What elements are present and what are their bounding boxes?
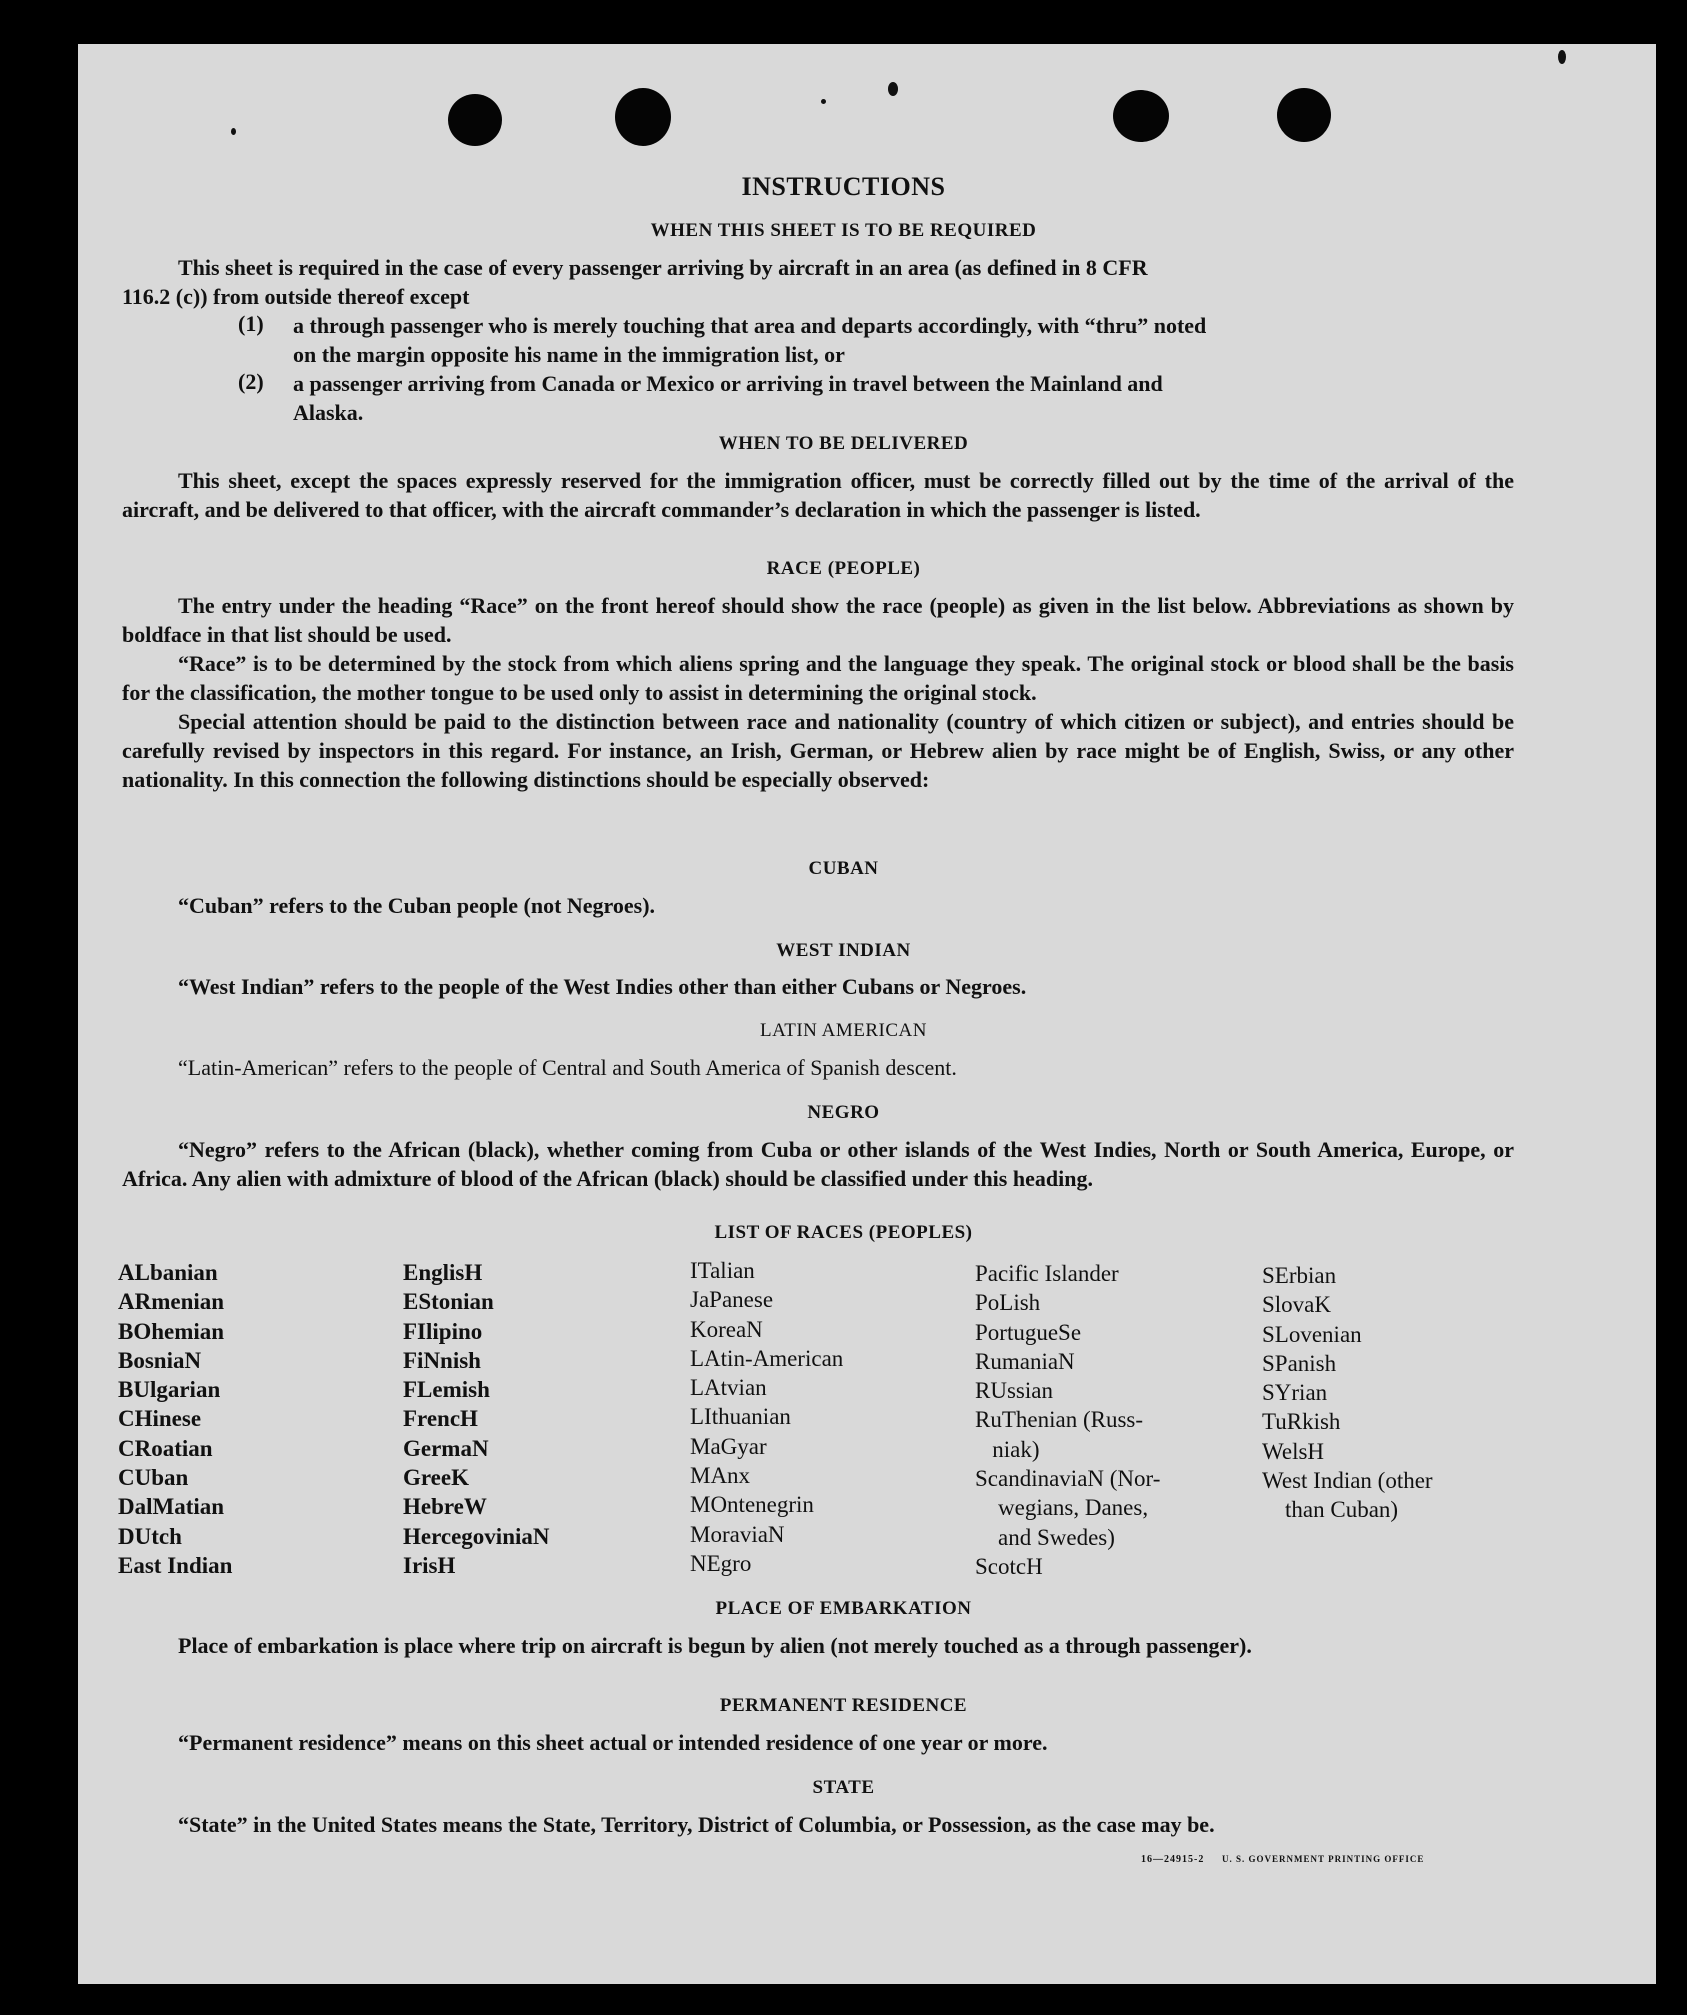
section-title-embarkation: PLACE OF EMBARKATION [715, 1598, 972, 1619]
race-list-item: BUlgarian [118, 1377, 221, 1403]
race-paragraph-2: “Race” is to be determined by the stock from which aliens spring and the language they speak. The original stock or blood shall be the basis for the classification, the mother tongue to be used only to assist in determining the original stock. [122, 651, 1514, 705]
race-section [122, 591, 1514, 794]
west-indian-text: “West Indian” refers to the people of the West Indies other than either Cubans or Negroes. [178, 974, 1027, 999]
race-list-item: DalMatian [118, 1494, 225, 1520]
ink-speck [1558, 50, 1566, 64]
ink-speck [888, 82, 898, 96]
race-list-item: SPanish [1262, 1350, 1337, 1376]
race-list-item: BosniaN [118, 1347, 202, 1373]
required-intro-2: 116.2 (c)) from outside thereof except [122, 284, 470, 309]
required-section [122, 253, 1514, 311]
race-list-item: MaGyar [690, 1433, 767, 1459]
race-paragraph-1: The entry under the heading “Race” on the front hereof should show the race (people) as given in the list below. Abbreviations as shown by boldface in that list should be used. [122, 593, 1514, 647]
race-list-item: BOhemian [118, 1318, 225, 1344]
section-title-negro: NEGRO [807, 1102, 880, 1123]
section-title-residence: PERMANENT RESIDENCE [719, 1695, 968, 1716]
section-title-state: STATE [812, 1777, 875, 1798]
state-section [122, 1810, 1514, 1839]
race-list-item: HebreW [403, 1494, 487, 1520]
section-title-latin: LATIN AMERICAN [760, 1020, 927, 1041]
punch-hole [1277, 88, 1331, 142]
race-list-item: KoreaN [690, 1316, 763, 1342]
section-title-required: WHEN THIS SHEET IS TO BE REQUIRED [650, 220, 1037, 241]
delivered-text: This sheet, except the spaces expressly reserved for the immigration officer, must be correctly filled out by the time of the arrival of the aircraft, and be delivered to that officer, with the aircraft commander’s declaration in which the passenger is listed. [122, 468, 1514, 522]
section-title-delivered: WHEN TO BE DELIVERED [718, 433, 969, 454]
race-list-item: PortugueSe [975, 1319, 1082, 1345]
latin-text: “Latin-American” refers to the people of Central and South America of Spanish descent. [178, 1055, 957, 1080]
item1-line1: a through passenger who is merely touching that area and departs accordingly, with “thru” noted [293, 313, 1207, 338]
race-list-item: SErbian [1262, 1263, 1337, 1288]
race-list-item: ALbanian [118, 1260, 218, 1285]
race-list-item: ITalian [690, 1258, 755, 1283]
race-list-item: FiNnish [403, 1347, 481, 1373]
race-list-item: West Indian (other [1262, 1468, 1433, 1494]
section-title-west-indian: WEST INDIAN [776, 940, 911, 961]
race-list-item: FLemish [403, 1377, 490, 1403]
state-text: “State” in the United States means the State, Territory, District of Columbia, or Possession, as the case may be. [178, 1812, 1215, 1837]
punch-hole [448, 94, 502, 146]
section-title-cuban: CUBAN [808, 858, 879, 879]
section-title-race: RACE (PEOPLE) [766, 558, 921, 579]
race-list-item: LAtvian [690, 1375, 767, 1401]
race-list-item: than Cuban) [1262, 1497, 1399, 1523]
race-list-item: MOntenegrin [690, 1492, 814, 1518]
race-list-item: FrencH [403, 1406, 478, 1432]
delivered-section [122, 466, 1514, 524]
item1-line2: on the margin opposite his name in the immigration list, or [293, 342, 845, 367]
race-list-item: WelsH [1262, 1438, 1325, 1464]
race-list-item: SLovenian [1262, 1321, 1362, 1347]
race-list-item: NEgro [690, 1550, 752, 1576]
west-indian-section [122, 972, 1514, 1001]
printer-imprint: U. S. GOVERNMENT PRINTING OFFICE [1222, 1854, 1425, 1864]
race-column-3 [690, 1256, 843, 1578]
race-list-item: ScandinaviaN (Nor- [975, 1466, 1161, 1492]
race-list-item: FIlipino [403, 1318, 483, 1344]
race-list-item: IrisH [403, 1552, 456, 1578]
ink-speck [231, 128, 236, 135]
required-intro-1: This sheet is required in the case of every passenger arriving by aircraft in an area (as defined in 8 CFR [178, 255, 1148, 280]
required-item-2 [293, 369, 1515, 427]
latin-section [122, 1053, 1514, 1082]
residence-text: “Permanent residence” means on this sheet actual or intended residence of one year or more. [178, 1730, 1048, 1755]
embarkation-section [122, 1631, 1514, 1660]
race-list-item: ARmenian [118, 1289, 225, 1315]
race-column-2 [403, 1258, 550, 1580]
race-list-item: wegians, Danes, [975, 1495, 1149, 1521]
race-column-5 [1262, 1261, 1433, 1525]
race-list-item: PoLish [975, 1290, 1041, 1316]
race-list-item: TuRkish [1262, 1409, 1341, 1435]
cuban-text: “Cuban” refers to the Cuban people (not Negroes). [178, 893, 656, 918]
residence-section [122, 1728, 1514, 1757]
race-list-item: GermaN [403, 1435, 489, 1461]
page-title: INSTRUCTIONS [741, 172, 946, 201]
race-list-item: and Swedes) [975, 1524, 1115, 1550]
race-column-1 [118, 1258, 232, 1580]
race-list-item: CRoatian [118, 1435, 213, 1461]
negro-section [122, 1135, 1514, 1193]
race-list-item: SlovaK [1262, 1292, 1331, 1318]
race-list-item: MoraviaN [690, 1521, 785, 1547]
race-list-item: DUtch [118, 1523, 182, 1549]
race-list-item: CHinese [118, 1406, 202, 1432]
race-column-4 [975, 1259, 1160, 1581]
embarkation-text: Place of embarkation is place where trip on aircraft is begun by alien (not merely touched as a through passenger). [178, 1633, 1252, 1658]
form-number: 16—24915-2 [1141, 1854, 1205, 1865]
required-item-1 [293, 311, 1515, 369]
item2-line1: a passenger arriving from Canada or Mexico or arriving in travel between the Mainland and [293, 371, 1163, 396]
race-list-item: niak) [975, 1436, 1040, 1462]
section-title-list: LIST OF RACES (PEOPLES) [714, 1222, 973, 1243]
race-list-item: LAtin-American [690, 1345, 844, 1371]
punch-hole [615, 88, 671, 146]
race-list-item: RuThenian (Russ- [975, 1407, 1144, 1433]
cuban-section [122, 891, 1514, 920]
race-list-item: EnglisH [403, 1260, 483, 1285]
race-paragraph-3: Special attention should be paid to the distinction between race and nationality (country of which citizen or subject), and entries should be carefully revised by inspectors in this regard. For instance, an Irish, German, or Hebrew alien by race might be of English, Swiss, or any other nationality. In this connection the following distinctions should be especially observed: [122, 709, 1514, 792]
negro-text: “Negro” refers to the African (black), whether coming from Cuba or other islands of the West Indies, North or South America, Europe, or Africa. Any alien with admixture of blood of the African (black) should be classified under this heading. [122, 1137, 1514, 1191]
race-list-item: JaPanese [690, 1287, 774, 1313]
race-list-item: Pacific Islander [975, 1261, 1119, 1286]
race-list-item: East Indian [118, 1552, 233, 1578]
race-list-item: SYrian [1262, 1380, 1328, 1406]
ink-speck [821, 99, 826, 104]
race-list-item: RUssian [975, 1378, 1053, 1404]
item2-line2: Alaska. [293, 400, 364, 425]
race-list-item: HercegoviniaN [403, 1523, 550, 1549]
race-list-item: CUban [118, 1465, 189, 1491]
race-list-item: MAnx [690, 1463, 751, 1489]
race-list-item: LIthuanian [690, 1404, 791, 1430]
item-number-2: (2) [238, 369, 264, 394]
race-list-item: RumaniaN [975, 1348, 1075, 1374]
punch-hole [1113, 90, 1169, 142]
race-list-item: GreeK [403, 1465, 469, 1491]
race-list-item: EStonian [403, 1289, 494, 1315]
race-list-item: ScotcH [975, 1553, 1043, 1579]
item-number-1: (1) [238, 311, 264, 336]
